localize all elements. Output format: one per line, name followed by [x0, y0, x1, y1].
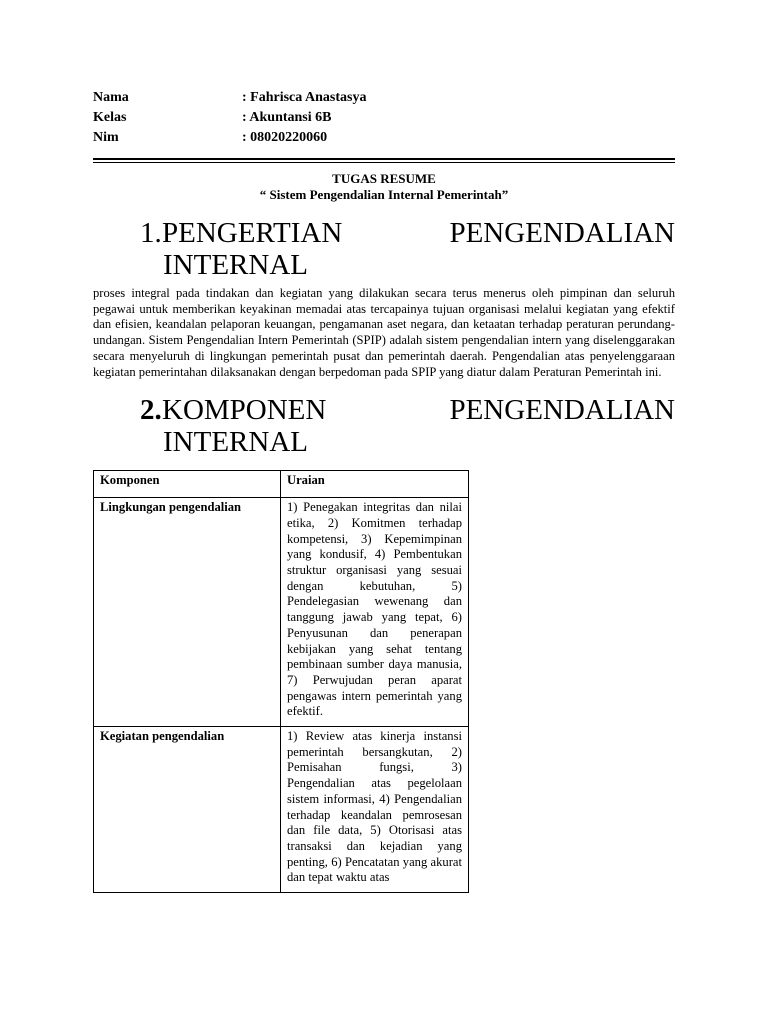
table-cell-komponen: Kegiatan pengendalian	[94, 727, 281, 893]
header-divider-thick	[93, 158, 675, 160]
document-page	[93, 88, 675, 893]
identity-value: : 08020220060	[242, 130, 328, 145]
title-line-1: TUGAS RESUME	[332, 171, 436, 186]
heading-word: PENGENDALIAN	[449, 394, 675, 427]
section-1-body: proses integral pada tindakan dan kegiatan yang dilakukan secara terus menerus oleh pimpinan dan seluruh pegawai untuk memberikan keyakinan memadai atas tercapainya tujuan organisasi melalui kegiatan yang efektif dan efisien, keandalan pelaporan keuangan, pengamanan aset negara, dan ketaatan terhadap peraturan perundang-undangan. Sistem Pengendalian Intern Pemerintah (SPIP) adalah sistem pengendalian intern yang diselenggarakan secara menyeluruh di lingkungan pemerintah pusat dan pemerintah daerah. Pengendalian atas penyelenggaraan kegiatan pemerintahan dilaksanakan dengan berpedoman pada SPIP yang diatur dalam Peraturan Pemerintah ini.	[93, 286, 675, 379]
student-identity	[93, 88, 675, 148]
identity-row-nama	[93, 88, 675, 108]
table-cell-komponen: Lingkungan pengendalian	[94, 498, 281, 727]
section-number: 2.	[140, 394, 162, 427]
table-cell-uraian: 1) Review atas kinerja instansi pemerintah bersangkutan, 2) Pemisahan fungsi, 3) Pengendalian atas pegelolaan sistem informasi, 4) Pengendalian terhadap keandalan pemrosesan dan file data, 5) Otorisasi atas transaksi dan kejadian yang penting, 6) Pencatatan yang akurat dan tepat waktu atas	[281, 727, 469, 893]
table-row	[94, 727, 469, 893]
header-divider-thin	[93, 162, 675, 163]
heading-word: PENGERTIAN	[162, 217, 343, 249]
table-header-uraian: Uraian	[281, 471, 469, 498]
document-title	[93, 171, 675, 203]
identity-label: Kelas	[93, 110, 127, 125]
identity-value: : Akuntansi 6B	[242, 110, 332, 125]
table-cell-uraian: 1) Penegakan integritas dan nilai etika, 2) Komitmen terhadap kompetensi, 3) Kepemimpinan yang kondusif, 4) Pembentukan struktur organisasi yang sesuai dengan kebutuhan, 5) Pendelegasian wewenang dan tanggung jawab yang tepat, 6) Penyusunan dan penerapan kebijakan yang sehat tentang pembinaan sumber daya manusia, 7) Perwujudan peran aparat pengawas intern pemerintah yang efektif.	[281, 498, 469, 727]
heading-word: INTERNAL	[163, 426, 308, 459]
identity-value: : Fahrisca Anastasya	[242, 90, 367, 105]
section-heading-1	[93, 217, 675, 281]
components-table	[93, 470, 469, 893]
heading-word: PENGENDALIAN	[449, 217, 675, 249]
heading-word: INTERNAL	[163, 249, 308, 281]
section-heading-2	[93, 394, 675, 458]
identity-label: Nim	[93, 130, 119, 145]
title-line-2: “ Sistem Pengendalian Internal Pemerintah”	[259, 187, 509, 202]
table-header-row	[94, 471, 469, 498]
identity-row-nim	[93, 128, 675, 148]
table-header-komponen: Komponen	[94, 471, 281, 498]
identity-label: Nama	[93, 90, 129, 105]
identity-row-kelas	[93, 108, 675, 128]
table-row	[94, 498, 469, 727]
section-number: 1.	[140, 217, 162, 249]
heading-word: KOMPONEN	[162, 394, 327, 427]
